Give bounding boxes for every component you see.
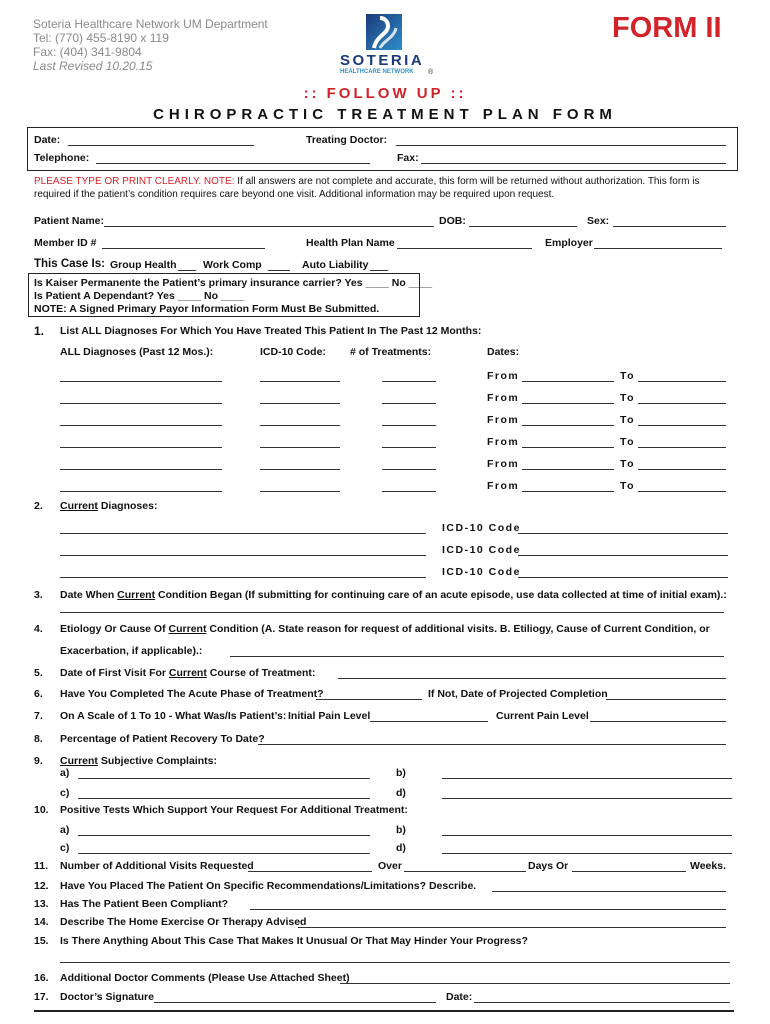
signature-date-field[interactable] — [474, 993, 730, 1003]
q1-from-field[interactable] — [522, 416, 614, 426]
q8-field[interactable] — [258, 735, 726, 745]
q1-diagnosis-field[interactable] — [60, 416, 222, 426]
q5-post: Course of Treatment: — [206, 667, 316, 679]
q9-text: Subjective Complaints: — [97, 755, 217, 767]
q11-weeks-label: Weeks. — [690, 860, 726, 872]
patient-name-label: Patient Name: — [34, 215, 105, 227]
q11-days-field[interactable] — [404, 862, 526, 872]
q7-initial-field[interactable] — [370, 712, 488, 722]
notice-line2: required if the patient’s condition requires care beyond one visit. Additional information may be required upon request. — [34, 188, 555, 200]
q1-diagnosis-field[interactable] — [60, 460, 222, 470]
q7-text: On A Scale of 1 To 10 - What Was/Is Patient’s: — [60, 710, 287, 722]
q9-d-field[interactable] — [442, 789, 732, 799]
q1-text: List ALL Diagnoses For Which You Have Treated This Patient In The Past 12 Months: — [60, 325, 482, 337]
q9-b-field[interactable] — [442, 769, 732, 779]
notice-line1: If all answers are not complete and accurate, this form will be returned without authorization. This form is — [234, 176, 700, 187]
q1-treatments-field[interactable] — [382, 482, 436, 492]
kaiser-question: Is Kaiser Permanente the Patient’s primary insurance carrier? Yes ____ No ____ — [34, 277, 433, 289]
q1-from-field[interactable] — [522, 372, 614, 382]
q1-diagnosis-field[interactable] — [60, 438, 222, 448]
q4-pre: Etiology Or Cause Of — [60, 623, 169, 635]
q1-to-label: To — [620, 392, 636, 404]
logo-text: SOTERIA — [340, 52, 425, 69]
telephone-field[interactable] — [96, 154, 370, 164]
q1-to-field[interactable] — [638, 372, 726, 382]
notice-emphasis: PLEASE TYPE OR PRINT CLEARLY. NOTE: — [34, 176, 235, 187]
auto-liability-label: Auto Liability — [302, 259, 369, 271]
q2-label — [60, 500, 157, 512]
q1-from-field[interactable] — [522, 460, 614, 470]
q2-diagnosis-field[interactable] — [60, 546, 426, 556]
q11-weeks-field[interactable] — [572, 862, 686, 872]
q11-text: Number of Additional Visits Requested — [60, 860, 254, 872]
signature-field[interactable] — [154, 993, 436, 1003]
q15-number: 15. — [34, 935, 49, 947]
q1-col-icd: ICD-10 Code: — [260, 346, 326, 358]
date-field[interactable] — [68, 136, 254, 146]
q1-from-label: From — [487, 458, 520, 470]
q3-pre: Date When — [60, 589, 118, 601]
q1-to-label: To — [620, 370, 636, 382]
q1-treatments-field[interactable] — [382, 460, 436, 470]
q4-label — [60, 623, 710, 635]
q2-diagnosis-field[interactable] — [60, 568, 426, 578]
q4-post: Condition (A. State reason for request of additional visits. B. Etiliogy, Cause of Current Condition, or — [206, 623, 710, 635]
q1-col-treatments: # of Treatments: — [350, 346, 432, 358]
q12-field[interactable] — [492, 882, 726, 892]
health-plan-field[interactable] — [397, 239, 532, 249]
q3-number: 3. — [34, 589, 43, 601]
q13-number: 13. — [34, 898, 49, 910]
q5-number: 5. — [34, 667, 43, 679]
q3-current: Current — [117, 589, 156, 601]
q2-icd-field[interactable] — [518, 568, 728, 578]
q1-icd-field[interactable] — [260, 438, 340, 448]
dob-field[interactable] — [469, 217, 577, 227]
q2-icd-label: ICD-10 Code — [442, 522, 521, 534]
q1-col-dates: Dates: — [487, 346, 520, 358]
q1-diagnosis-field[interactable] — [60, 482, 222, 492]
q10-c-field[interactable] — [78, 844, 370, 854]
q2-icd-field[interactable] — [518, 524, 728, 534]
q9-c-field[interactable] — [78, 789, 370, 799]
q16-number: 16. — [34, 972, 49, 984]
member-id-field[interactable] — [102, 239, 265, 249]
q1-to-field[interactable] — [638, 460, 726, 470]
q1-from-field[interactable] — [522, 482, 614, 492]
q1-to-field[interactable] — [638, 394, 726, 404]
q10-text: Positive Tests Which Support Your Request For Additional Treatment: — [60, 804, 408, 816]
q3-post: Condition Began (If submitting for continuing care of an acute episode, use data collected at time of initial exam).: — [155, 589, 727, 601]
logo-registered: ® — [428, 69, 434, 76]
q1-diagnosis-field[interactable] — [60, 372, 222, 382]
telephone-label: Telephone: — [34, 152, 90, 164]
employer-label: Employer — [545, 237, 593, 249]
q1-to-label: To — [620, 480, 636, 492]
q1-diagnosis-field[interactable] — [60, 394, 222, 404]
q2-icd-label: ICD-10 Code — [442, 544, 521, 556]
org-fax: Fax: (404) 341-9804 — [33, 45, 142, 59]
q1-icd-field[interactable] — [260, 416, 340, 426]
notice — [34, 176, 739, 201]
q12-text: Have You Placed The Patient On Specific Recommendations/Limitations? Describe. — [60, 880, 477, 892]
dob-label: DOB: — [439, 215, 466, 227]
q13-text: Has The Patient Been Compliant? — [60, 898, 229, 910]
q6-field[interactable] — [316, 690, 422, 700]
q6-text2: If Not, Date of Projected Completion — [428, 688, 608, 700]
logo-subtext: HEALTHCARE NETWORK — [340, 69, 414, 75]
dependant-question: Is Patient A Dependant? Yes ____ No ____ — [34, 290, 245, 302]
org-name: Soteria Healthcare Network UM Department — [33, 17, 268, 31]
sex-field[interactable] — [613, 217, 726, 227]
q1-from-field[interactable] — [522, 394, 614, 404]
q1-to-field[interactable] — [638, 482, 726, 492]
q1-icd-field[interactable] — [260, 482, 340, 492]
q5-current: Current — [168, 667, 207, 679]
q1-from-label: From — [487, 480, 520, 492]
q17-text: Doctor’s Signature — [60, 991, 154, 1003]
q1-treatments-field[interactable] — [382, 372, 436, 382]
q16-field[interactable] — [340, 974, 730, 984]
org-tel: Tel: (770) 455-8190 x 119 — [33, 31, 169, 45]
q1-to-field[interactable] — [638, 438, 726, 448]
q1-to-label: To — [620, 436, 636, 448]
fax-label: Fax: — [397, 152, 419, 164]
q8-text: Percentage of Patient Recovery To Date? — [60, 733, 265, 745]
q8-number: 8. — [34, 733, 43, 745]
q11-visits-field[interactable] — [248, 862, 372, 872]
q2-diagnosis-field[interactable] — [60, 524, 426, 534]
q11-days-label: Days Or — [528, 860, 569, 872]
q1-to-field[interactable] — [638, 416, 726, 426]
q5-pre: Date of First Visit For — [60, 667, 169, 679]
bottom-rule — [34, 1010, 734, 1012]
member-id-label: Member ID # — [34, 237, 97, 249]
auto-liability-field[interactable] — [370, 261, 388, 271]
q6-text: Have You Completed The Acute Phase of Treatment? — [60, 688, 324, 700]
q7-current-label: Current Pain Level — [496, 710, 589, 722]
q17-date-label: Date: — [446, 991, 473, 1003]
q3-field[interactable] — [60, 603, 724, 613]
q5-label — [60, 667, 315, 679]
q1-from-label: From — [487, 370, 520, 382]
q10-c-label: c) — [60, 842, 70, 854]
q9-current: Current — [60, 755, 98, 767]
q1-from-label: From — [487, 436, 520, 448]
follow-up-title: :: FOLLOW UP :: — [303, 85, 467, 102]
sex-label: Sex: — [587, 215, 610, 227]
work-comp-label: Work Comp — [203, 259, 262, 271]
group-health-label: Group Health — [110, 259, 177, 271]
treating-doctor-field[interactable] — [396, 136, 726, 146]
q1-treatments-field[interactable] — [382, 438, 436, 448]
patient-name-field[interactable] — [104, 217, 434, 227]
q1-from-field[interactable] — [522, 438, 614, 448]
q2-number: 2. — [34, 500, 43, 512]
q10-a-label: a) — [60, 824, 70, 836]
treating-doctor-label: Treating Doctor: — [306, 134, 388, 146]
case-type-label: This Case Is: — [34, 258, 105, 270]
q10-d-label: d) — [396, 842, 406, 854]
q7-initial-label: Initial Pain Level — [288, 710, 371, 722]
q9-d-label: d) — [396, 787, 406, 799]
payor-note: NOTE: A Signed Primary Payor Information Form Must Be Submitted. — [34, 303, 380, 315]
q3-label — [60, 589, 727, 601]
q4-current: Current — [168, 623, 207, 635]
q16-text: Additional Doctor Comments (Please Use Attached Sheet) — [60, 972, 350, 984]
q4-field[interactable] — [230, 647, 724, 657]
q9-c-label: c) — [60, 787, 70, 799]
q9-number: 9. — [34, 755, 43, 767]
q11-over-label: Over — [378, 860, 402, 872]
q10-b-field[interactable] — [442, 826, 732, 836]
q15-text: Is There Anything About This Case That Makes It Unusual Or That May Hinder Your Progress? — [60, 935, 528, 947]
q9-b-label: b) — [396, 767, 406, 779]
q6-projected-field[interactable] — [606, 690, 726, 700]
q14-text: Describe The Home Exercise Or Therapy Advised — [60, 916, 307, 928]
q1-icd-field[interactable] — [260, 460, 340, 470]
q12-number: 12. — [34, 880, 49, 892]
q2-text: Diagnoses: — [97, 500, 158, 512]
q2-icd-field[interactable] — [518, 546, 728, 556]
q15-field[interactable] — [60, 953, 730, 963]
q9-a-label: a) — [60, 767, 70, 779]
q2-icd-label: ICD-10 Code — [442, 566, 521, 578]
q14-field[interactable] — [298, 918, 726, 928]
date-label: Date: — [34, 134, 61, 146]
q10-number: 10. — [34, 804, 49, 816]
q4-number: 4. — [34, 623, 43, 635]
q14-number: 14. — [34, 916, 49, 928]
fax-field[interactable] — [421, 154, 726, 164]
form-number: FORM II — [612, 12, 722, 44]
work-comp-field[interactable] — [268, 261, 290, 271]
health-plan-label: Health Plan Name — [306, 237, 395, 249]
q13-field[interactable] — [250, 900, 726, 910]
group-health-field[interactable] — [178, 261, 196, 271]
q1-from-label: From — [487, 392, 520, 404]
q9-label — [60, 755, 217, 767]
q6-number: 6. — [34, 688, 43, 700]
q11-number: 11. — [34, 860, 49, 872]
q4-line2: Exacerbation, if applicable).: — [60, 645, 203, 657]
q1-treatments-field[interactable] — [382, 416, 436, 426]
q5-field[interactable] — [338, 669, 726, 679]
q1-icd-field[interactable] — [260, 372, 340, 382]
q1-number: 1. — [34, 324, 45, 338]
q1-col-diagnoses: ALL Diagnoses (Past 12 Mos.): — [60, 346, 214, 358]
q2-current: Current — [60, 500, 98, 512]
q7-number: 7. — [34, 710, 43, 722]
q1-from-label: From — [487, 414, 520, 426]
form-title: CHIROPRACTIC TREATMENT PLAN FORM — [153, 106, 617, 123]
employer-field[interactable] — [594, 239, 722, 249]
q1-to-label: To — [620, 458, 636, 470]
q7-current-field[interactable] — [590, 712, 726, 722]
q10-b-label: b) — [396, 824, 406, 836]
q17-number: 17. — [34, 991, 49, 1003]
last-revised: Last Revised 10.20.15 — [33, 59, 153, 73]
q10-d-field[interactable] — [442, 844, 732, 854]
q1-icd-field[interactable] — [260, 394, 340, 404]
q10-a-field[interactable] — [78, 826, 370, 836]
q1-to-label: To — [620, 414, 636, 426]
q1-treatments-field[interactable] — [382, 394, 436, 404]
q9-a-field[interactable] — [78, 769, 370, 779]
